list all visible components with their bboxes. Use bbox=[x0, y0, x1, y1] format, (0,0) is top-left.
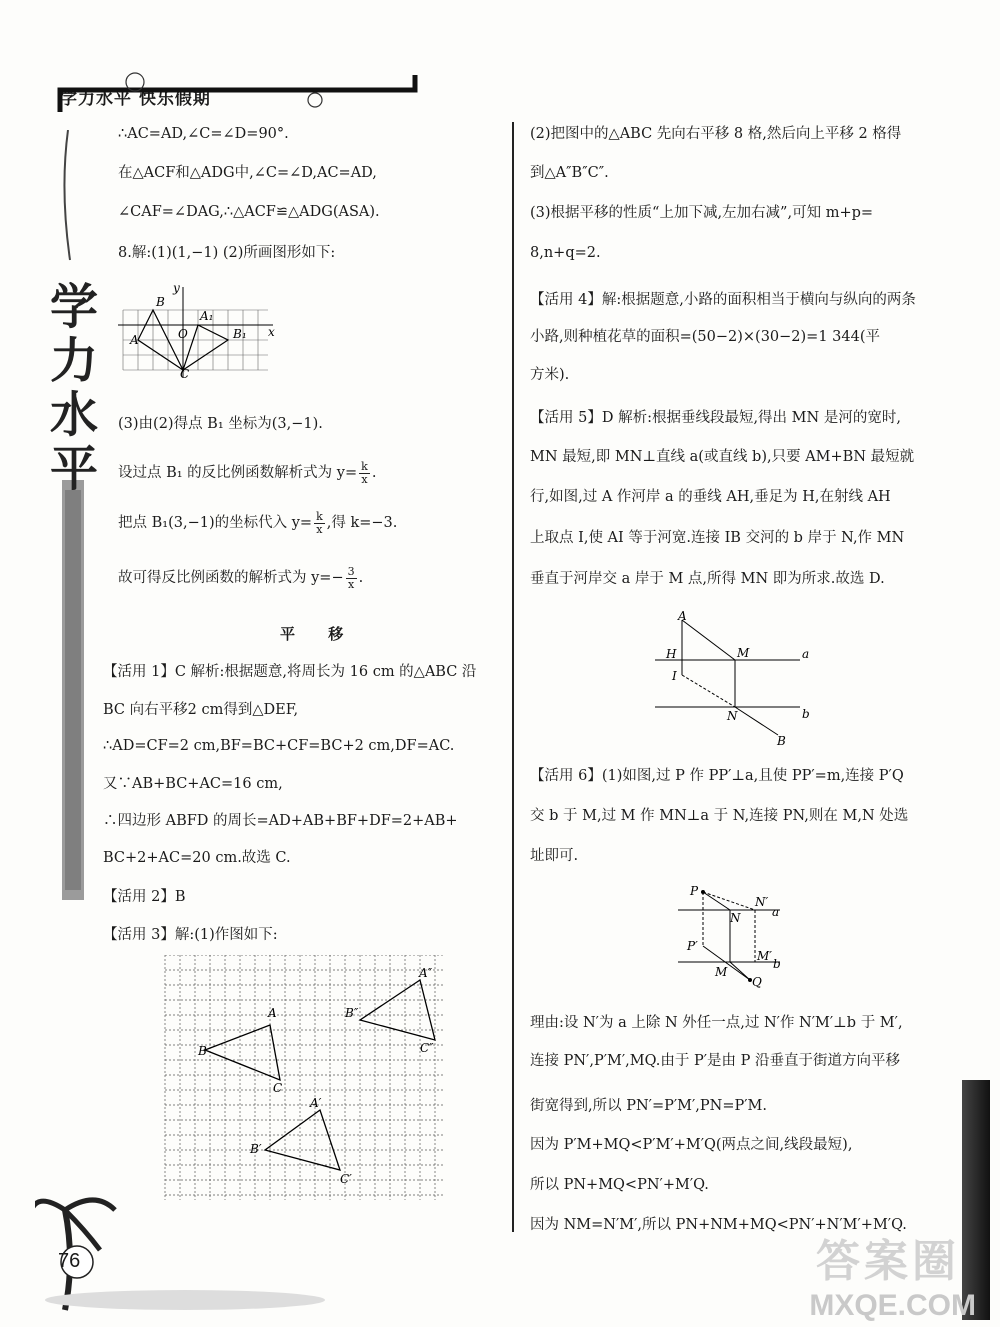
river-diagram bbox=[650, 610, 830, 750]
svg-text:A: A bbox=[268, 1006, 277, 1020]
svg-text:a: a bbox=[772, 905, 780, 919]
right-line-17: 连接 PN′,P′M′,MQ.由于 P′是由 P 沿垂直于街道方向平移 bbox=[530, 1053, 901, 1069]
right-line-5: 【活用 4】解:根据题意,小路的面积相当于横向与纵向的两条 bbox=[530, 292, 916, 308]
svg-text:A: A bbox=[130, 333, 139, 347]
right-line-6: 小路,则种植花草的面积=(50−2)×(30−2)=1 344(平 bbox=[530, 329, 881, 345]
right-line-16: 理由:设 N′为 a 上除 N 外任一点,过 N′作 N′M′⊥b 于 M′, bbox=[530, 1015, 903, 1031]
svg-text:M: M bbox=[737, 646, 750, 660]
left-line-h8: 【活用 3】解:(1)作图如下: bbox=[103, 927, 278, 943]
watermark-url: MXQE.COM bbox=[809, 1289, 976, 1322]
svg-text:B″: B″ bbox=[345, 1006, 359, 1020]
svg-text:b: b bbox=[773, 957, 781, 971]
svg-text:Q: Q bbox=[752, 975, 762, 989]
column-divider bbox=[512, 122, 514, 1232]
right-line-12: 垂直于河岸交 a 岸于 M 点,所得 MN 即为所求.故选 D. bbox=[530, 571, 885, 587]
svg-text:y: y bbox=[173, 282, 180, 295]
left-line-h3: ∴AD=CF=2 cm,BF=BC+CF=BC+2 cm,DF=AC. bbox=[103, 738, 455, 754]
left-line-h5: ∴四边形 ABFD 的周长=AD+AB+BF+DF=2+AB+ bbox=[103, 813, 458, 829]
svg-text:B: B bbox=[156, 295, 165, 309]
right-line-2: 到△A″B″C″. bbox=[530, 165, 609, 181]
svg-text:A: A bbox=[678, 610, 687, 623]
svg-text:O: O bbox=[178, 327, 188, 341]
svg-text:P′: P′ bbox=[687, 939, 698, 953]
section-title: 平 移 bbox=[280, 625, 358, 643]
svg-text:C′: C′ bbox=[340, 1172, 352, 1186]
right-line-3: (3)根据平移的性质“上加下减,左加右减”,可知 m+p= bbox=[530, 205, 874, 221]
right-line-19: 因为 P′M+MQ<P′M′+M′Q(两点之间,线段最短), bbox=[530, 1137, 853, 1153]
left-line-6: 设过点 B₁ 的反比例函数解析式为 y= $\frac{k}{x}$ . bbox=[118, 459, 377, 486]
coordinate-grid-figure bbox=[118, 282, 278, 382]
right-line-1: (2)把图中的△ABC 先向右平移 8 格,然后向上平移 2 格得 bbox=[530, 126, 902, 142]
right-line-15: 址即可. bbox=[530, 848, 579, 864]
right-line-8: 【活用 5】D 解析:根据垂线段最短,得出 MN 是河的宽时, bbox=[530, 410, 901, 426]
right-line-14: 交 b 于 M,过 M 作 MN⊥a 于 N,连接 PN,则在 M,N 处选 bbox=[530, 808, 909, 824]
svg-text:A′: A′ bbox=[310, 1096, 322, 1110]
right-line-10: 行,如图,过 A 作河岸 a 的垂线 AH,垂足为 H,在射线 AH bbox=[530, 489, 891, 505]
left-line-h7: 【活用 2】B bbox=[103, 889, 186, 905]
left-line-2: 在△ACF和△ADG中,∠C=∠D,AC=AD, bbox=[118, 165, 377, 181]
palm-tree-decoration bbox=[35, 1180, 345, 1320]
right-line-9: MN 最短,即 MN⊥直线 a(或直线 b),只要 AM+BN 最短就 bbox=[530, 449, 915, 465]
left-line-h2: BC 向右平移2 cm得到△DEF, bbox=[103, 702, 299, 718]
page-number: 76 bbox=[58, 1250, 81, 1272]
left-line-h4: 又∵AB+BC+AC=16 cm, bbox=[103, 776, 283, 792]
watermark-logo: 答案圈 bbox=[816, 1236, 960, 1287]
svg-text:B: B bbox=[777, 734, 786, 748]
sun-icon bbox=[308, 93, 322, 107]
left-line-8: 故可得反比例函数的解析式为 y=− $\frac{3}{x}$ . bbox=[118, 564, 364, 591]
left-line-7: 把点 B₁(3,−1)的坐标代入 y= $\frac{k}{x}$ ,得 k=−3. bbox=[118, 509, 398, 536]
translation-grid-figure bbox=[160, 955, 450, 1205]
svg-text:A″: A″ bbox=[419, 966, 433, 980]
svg-text:C: C bbox=[180, 367, 190, 381]
left-line-3: ∠CAF=∠DAG,∴△ACF≌△ADG(ASA). bbox=[118, 204, 380, 220]
svg-text:C″: C″ bbox=[420, 1041, 434, 1055]
left-line-h6: BC+2+AC=20 cm.故选 C. bbox=[103, 850, 291, 866]
svg-text:b: b bbox=[802, 707, 810, 721]
svg-text:N: N bbox=[730, 911, 741, 925]
right-line-4: 8,n+q=2. bbox=[530, 245, 601, 261]
left-line-4: 8.解:(1)(1,−1) (2)所画图形如下: bbox=[118, 245, 336, 261]
svg-text:P: P bbox=[690, 884, 699, 898]
svg-text:M: M bbox=[715, 965, 728, 979]
svg-text:B₁: B₁ bbox=[233, 327, 247, 341]
right-line-13: 【活用 6】(1)如图,过 P 作 PP′⊥a,且使 PP′=m,连接 P′Q bbox=[530, 768, 904, 784]
right-line-20: 所以 PN+MQ<PN′+M′Q. bbox=[530, 1177, 709, 1193]
svg-text:N′: N′ bbox=[755, 895, 769, 909]
right-line-18: 街宽得到,所以 PN′=P′M′,PN=P′M. bbox=[530, 1098, 767, 1114]
left-line-h1: 【活用 1】C 解析:根据题意,将周长为 16 cm 的△ABC 沿 bbox=[103, 664, 477, 680]
svg-text:I: I bbox=[672, 669, 677, 683]
side-banner-text: 学力水平 bbox=[50, 279, 99, 497]
right-line-11: 上取点 I,使 AI 等于河宽.连接 IB 交河的 b 岸于 N,作 MN bbox=[530, 530, 905, 546]
svg-text:B′: B′ bbox=[250, 1142, 262, 1156]
street-diagram bbox=[675, 880, 815, 995]
right-line-7: 方米). bbox=[530, 367, 570, 383]
svg-text:A₁: A₁ bbox=[200, 309, 214, 323]
page-header-title: 学力水平 快乐假期 bbox=[60, 89, 211, 109]
svg-text:N: N bbox=[727, 709, 738, 723]
left-line-1: ∴AC=AD,∠C=∠D=90°. bbox=[118, 126, 289, 142]
svg-text:M′: M′ bbox=[757, 949, 773, 963]
left-line-5: (3)由(2)得点 B₁ 坐标为(3,−1). bbox=[118, 416, 323, 432]
svg-text:x: x bbox=[268, 325, 275, 339]
svg-text:a: a bbox=[802, 647, 810, 661]
svg-text:B: B bbox=[198, 1044, 207, 1058]
svg-text:H: H bbox=[666, 647, 677, 661]
right-edge-decoration bbox=[962, 1080, 990, 1320]
svg-text:C: C bbox=[273, 1081, 283, 1095]
right-line-21: 因为 NM=N′M′,所以 PN+NM+MQ<PN′+N′M′+M′Q. bbox=[530, 1217, 907, 1233]
